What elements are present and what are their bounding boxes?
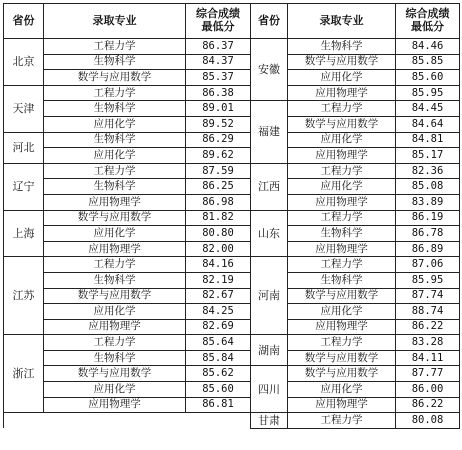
major-cell: 数学与应用数学 [44,70,186,86]
score-cell: 84.45 [396,101,460,117]
table-row [4,382,460,398]
major-cell: 数学与应用数学 [44,210,186,226]
table-row [4,397,460,413]
score-cell: 84.16 [186,257,251,273]
major-cell: 生物科学 [288,272,396,288]
score-cell: 88.74 [396,304,460,320]
major-cell: 应用物理学 [288,319,396,335]
major-cell: 工程力学 [44,39,186,55]
score-cell: 84.37 [186,54,251,70]
major-cell: 生物科学 [44,132,186,148]
header-province-left: 省份 [4,4,44,39]
score-cell: 86.98 [186,194,251,210]
table-row [4,335,460,351]
header-score-line1: 综合成绩 [196,7,240,21]
major-cell: 数学与应用数学 [44,366,186,382]
score-cell: 85.95 [396,272,460,288]
score-cell: 80.08 [396,413,460,429]
score-cell: 87.77 [396,366,460,382]
table-row [4,319,460,335]
major-cell: 应用化学 [44,226,186,242]
major-cell: 应用化学 [288,382,396,398]
table-row [4,194,460,210]
score-cell: 82.36 [396,163,460,179]
table-row [4,54,460,70]
province-cell: 江西 [251,163,288,210]
score-cell: 89.62 [186,148,251,164]
province-cell: 山东 [251,210,288,257]
score-cell: 82.69 [186,319,251,335]
score-cell: 86.78 [396,226,460,242]
major-cell: 工程力学 [288,335,396,351]
score-cell: 84.46 [396,39,460,55]
province-cell: 四川 [251,366,288,413]
header-score-left [186,4,251,39]
province-cell: 福建 [251,101,288,163]
score-cell: 82.00 [186,241,251,257]
table-row [4,210,460,226]
province-cell: 浙江 [4,335,44,413]
major-cell: 工程力学 [288,101,396,117]
major-cell: 生物科学 [44,272,186,288]
major-cell: 工程力学 [288,257,396,273]
table-row [4,226,460,242]
major-cell: 应用物理学 [288,397,396,413]
score-cell: 86.29 [186,132,251,148]
table-row [4,350,460,366]
major-cell: 工程力学 [44,257,186,273]
table-body [4,39,460,429]
major-cell: 应用化学 [288,132,396,148]
score-cell: 85.95 [396,85,460,101]
score-cell: 85.85 [396,54,460,70]
province-cell: 天津 [4,85,44,132]
major-cell: 应用物理学 [288,241,396,257]
score-cell: 83.89 [396,194,460,210]
table-row [4,241,460,257]
score-cell: 87.06 [396,257,460,273]
major-cell: 工程力学 [44,163,186,179]
score-cell: 82.19 [186,272,251,288]
table-row [4,39,460,55]
table-row [4,70,460,86]
table-row [4,304,460,320]
score-cell: 84.64 [396,116,460,132]
score-cell: 84.81 [396,132,460,148]
score-cell: 85.60 [186,382,251,398]
major-cell: 应用物理学 [288,85,396,101]
header-row [4,4,460,39]
score-cell: 89.52 [186,116,251,132]
header-score-right [396,4,460,39]
major-cell: 应用化学 [44,304,186,320]
score-cell: 81.82 [186,210,251,226]
major-cell: 生物科学 [44,54,186,70]
table-row [4,179,460,195]
score-cell: 85.60 [396,70,460,86]
table-row [4,366,460,382]
major-cell: 生物科学 [288,39,396,55]
province-cell: 河北 [4,132,44,163]
score-cell: 86.19 [396,210,460,226]
province-cell: 上海 [4,210,44,257]
score-cell: 86.37 [186,39,251,55]
score-cell: 85.08 [396,179,460,195]
province-cell: 湖南 [251,335,288,366]
table-row [4,148,460,164]
major-cell: 数学与应用数学 [288,54,396,70]
header-province-right: 省份 [251,4,288,39]
major-cell: 工程力学 [44,335,186,351]
table-row [4,132,460,148]
table-row [4,116,460,132]
header-major-left: 录取专业 [44,4,186,39]
table-row [4,272,460,288]
score-cell: 87.59 [186,163,251,179]
score-cell: 86.81 [186,397,251,413]
header-major-right: 录取专业 [288,4,396,39]
score-cell: 86.38 [186,85,251,101]
major-cell: 应用化学 [288,70,396,86]
province-cell: 北京 [4,39,44,86]
major-cell: 生物科学 [44,101,186,117]
major-cell: 应用物理学 [44,397,186,413]
score-cell: 86.00 [396,382,460,398]
major-cell: 数学与应用数学 [44,288,186,304]
table-row [4,413,460,429]
major-cell: 工程力学 [288,413,396,429]
province-cell: 辽宁 [4,163,44,210]
score-cell: 87.74 [396,288,460,304]
major-cell: 应用物理学 [288,148,396,164]
score-cell: 85.17 [396,148,460,164]
major-cell: 生物科学 [44,179,186,195]
score-cell: 85.64 [186,335,251,351]
score-cell: 82.67 [186,288,251,304]
major-cell: 生物科学 [288,226,396,242]
score-cell: 86.25 [186,179,251,195]
header-score-line1: 综合成绩 [405,7,450,21]
score-cell: 83.28 [396,335,460,351]
major-cell: 应用化学 [288,304,396,320]
header-score-line2: 最低分 [201,20,235,33]
table-row [4,163,460,179]
province-cell: 甘肃 [251,413,288,429]
score-cell: 85.62 [186,366,251,382]
province-cell: 江苏 [4,257,44,335]
major-cell: 应用化学 [44,382,186,398]
major-cell: 应用物理学 [288,194,396,210]
major-cell: 数学与应用数学 [288,288,396,304]
score-cell: 89.01 [186,101,251,117]
score-cell: 86.89 [396,241,460,257]
major-cell: 应用化学 [44,148,186,164]
major-cell: 工程力学 [288,210,396,226]
table-row [4,85,460,101]
table-row [4,257,460,273]
header-score-line2: 最低分 [411,20,444,33]
major-cell: 数学与应用数学 [288,350,396,366]
left-empty-cell [4,413,251,429]
province-cell: 河南 [251,257,288,335]
major-cell: 生物科学 [44,350,186,366]
score-cell: 86.22 [396,397,460,413]
province-cell: 安徽 [251,39,288,101]
major-cell: 工程力学 [288,163,396,179]
score-cell: 80.80 [186,226,251,242]
admission-score-table [3,3,460,429]
score-cell: 85.84 [186,350,251,366]
major-cell: 应用化学 [288,179,396,195]
major-cell: 数学与应用数学 [288,366,396,382]
table-row [4,288,460,304]
score-cell: 85.37 [186,70,251,86]
major-cell: 应用物理学 [44,194,186,210]
major-cell: 应用化学 [44,116,186,132]
score-cell: 86.22 [396,319,460,335]
major-cell: 应用物理学 [44,241,186,257]
table-row [4,101,460,117]
score-cell: 84.11 [396,350,460,366]
major-cell: 工程力学 [44,85,186,101]
score-cell: 84.25 [186,304,251,320]
major-cell: 应用物理学 [44,319,186,335]
major-cell: 数学与应用数学 [288,116,396,132]
